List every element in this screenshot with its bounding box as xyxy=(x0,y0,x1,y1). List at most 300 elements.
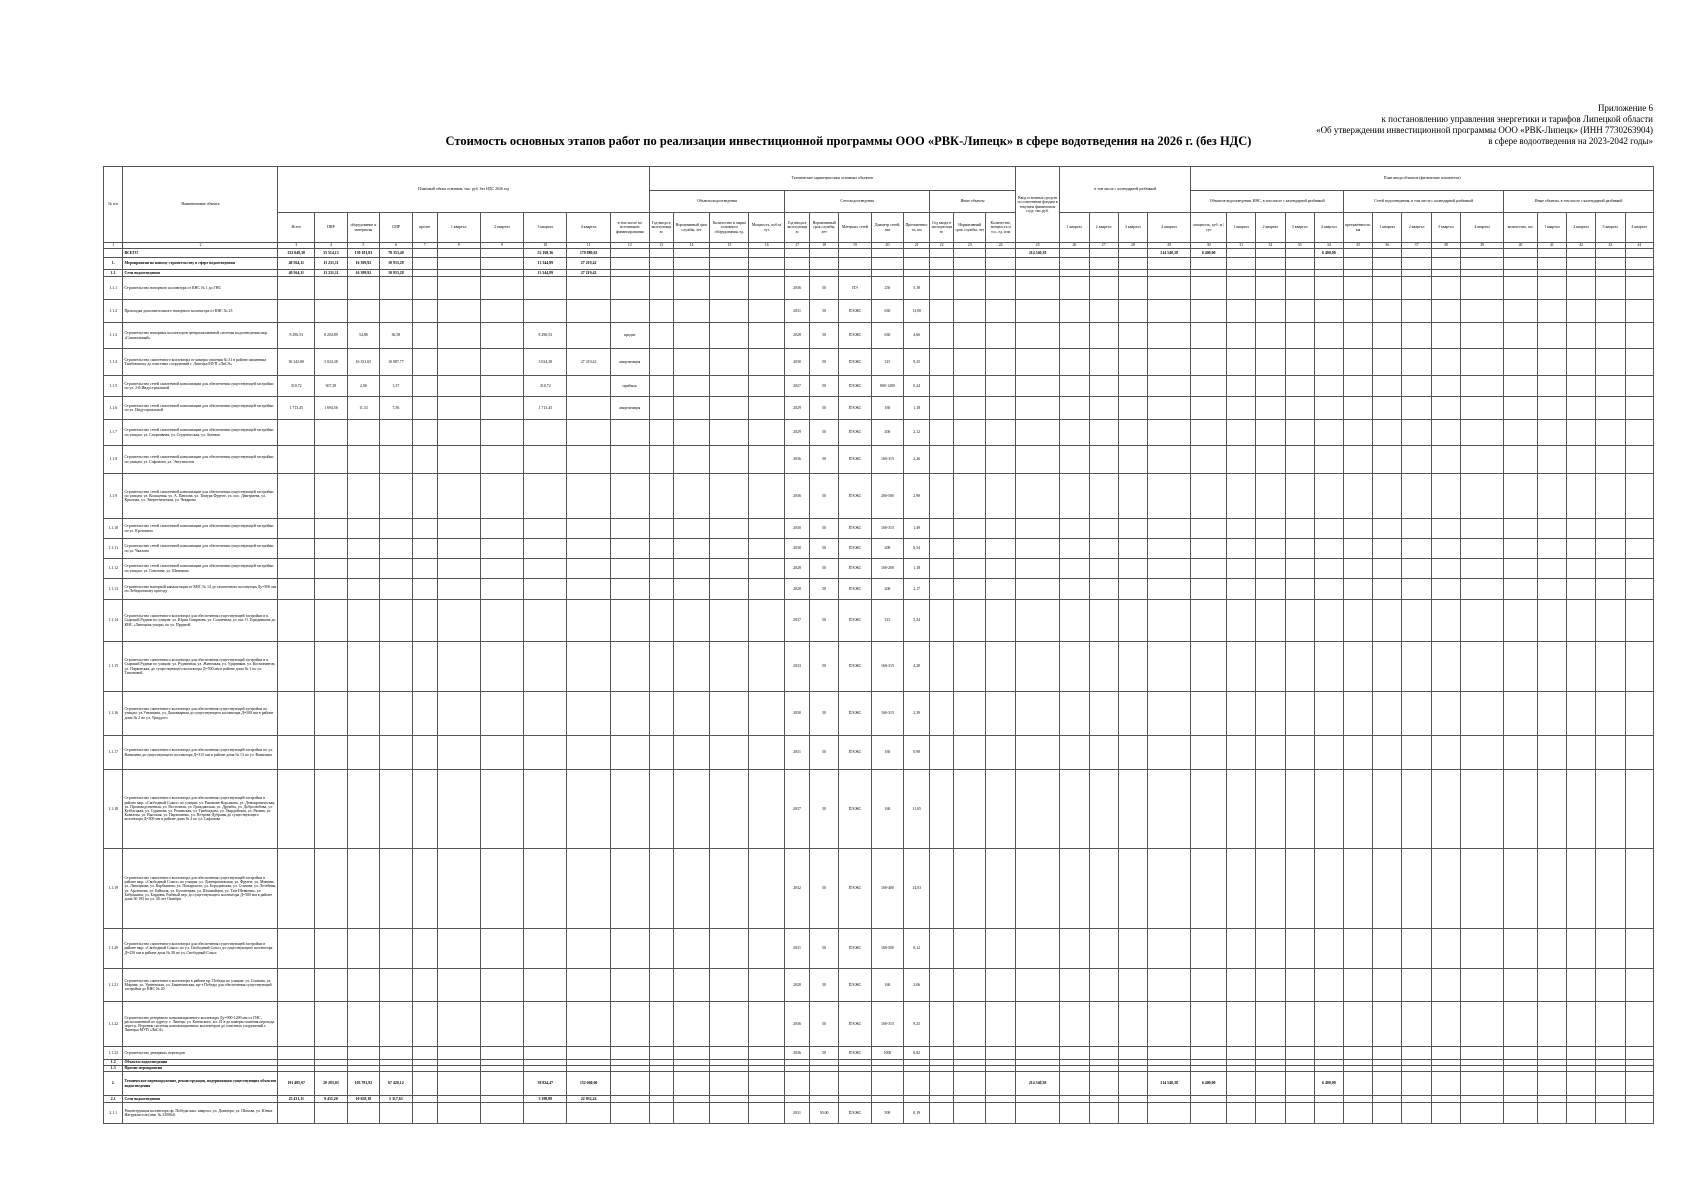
table-cell xyxy=(1060,1103,1089,1124)
table-cell xyxy=(1089,258,1118,270)
table-cell xyxy=(749,1047,785,1060)
table-cell: 2033 xyxy=(785,642,810,692)
table-cell xyxy=(1256,1096,1285,1103)
table-cell xyxy=(567,642,610,692)
table-cell xyxy=(480,736,523,770)
table-cell xyxy=(1431,849,1460,929)
column-number: 27 xyxy=(1089,243,1118,249)
table-cell xyxy=(1402,258,1431,270)
table-cell: ПЭ/ЖС xyxy=(839,519,871,539)
table-cell xyxy=(610,849,649,929)
table-cell xyxy=(1402,1096,1431,1103)
table-cell: 315 xyxy=(871,600,903,642)
table-cell xyxy=(1537,376,1566,397)
table-row xyxy=(104,270,1654,277)
table-cell xyxy=(871,249,903,258)
table-cell xyxy=(710,474,749,519)
header-water-objects: Объекты водоотведения xyxy=(649,191,784,213)
table-cell xyxy=(437,642,480,692)
table-cell xyxy=(1147,420,1190,446)
table-cell xyxy=(1504,1072,1538,1096)
table-cell xyxy=(673,446,710,474)
table-cell xyxy=(1118,446,1147,474)
table-cell xyxy=(1314,736,1343,770)
table-cell xyxy=(1256,277,1285,300)
table-cell xyxy=(1504,446,1538,474)
table-cell xyxy=(412,642,437,692)
table-cell: 160-315 xyxy=(871,1002,903,1047)
table-cell xyxy=(930,849,954,929)
table-cell xyxy=(480,559,523,579)
table-cell xyxy=(380,559,412,579)
table-cell xyxy=(930,579,954,600)
table-cell xyxy=(1596,420,1625,446)
table-cell xyxy=(524,1047,567,1060)
table-cell xyxy=(610,929,649,969)
header-net-material: Материал сетей xyxy=(839,213,871,243)
table-cell xyxy=(649,600,673,642)
table-cell xyxy=(1191,642,1227,692)
table-row xyxy=(104,249,1654,258)
table-row xyxy=(104,736,1654,770)
table-cell xyxy=(1060,692,1089,736)
table-cell xyxy=(1015,519,1059,539)
table-cell xyxy=(1343,849,1372,929)
table-cell: 54,88 xyxy=(347,323,379,349)
table-cell xyxy=(710,1096,749,1103)
table-cell xyxy=(1373,1002,1402,1047)
table-row xyxy=(104,692,1654,736)
table-cell xyxy=(1537,929,1566,969)
table-cell xyxy=(1015,1096,1059,1103)
table-cell xyxy=(954,323,986,349)
table-cell xyxy=(610,420,649,446)
table-cell xyxy=(1431,969,1460,1002)
table-cell xyxy=(1314,300,1343,323)
table-cell: 25 431,11 xyxy=(278,1096,315,1103)
table-cell xyxy=(1402,300,1431,323)
table-cell xyxy=(1147,736,1190,770)
table-cell xyxy=(1596,929,1625,969)
table-cell xyxy=(1567,1103,1596,1124)
table-cell xyxy=(610,642,649,692)
table-cell: 9 455,20 xyxy=(315,1096,347,1103)
table-cell: 50 xyxy=(810,736,839,770)
table-cell xyxy=(1343,579,1372,600)
table-cell xyxy=(710,642,749,692)
table-cell xyxy=(673,736,710,770)
table-cell: 2031 xyxy=(785,736,810,770)
table-cell xyxy=(412,349,437,376)
table-cell xyxy=(610,692,649,736)
table-cell xyxy=(986,323,1015,349)
table-cell xyxy=(1402,397,1431,420)
table-cell xyxy=(1147,1103,1190,1124)
table-cell xyxy=(1402,849,1431,929)
table-cell xyxy=(1227,376,1256,397)
table-cell xyxy=(315,1002,347,1047)
table-cell xyxy=(749,349,785,376)
table-cell xyxy=(1431,600,1460,642)
table-cell xyxy=(1625,642,1654,692)
table-cell xyxy=(567,692,610,736)
table-cell xyxy=(1460,420,1503,446)
table-cell xyxy=(1285,323,1314,349)
table-cell xyxy=(567,579,610,600)
table-cell: 152 660,60 xyxy=(567,1072,610,1096)
table-cell xyxy=(954,929,986,969)
column-number: 31 xyxy=(1227,243,1256,249)
column-number: 3 xyxy=(278,243,315,249)
header-ph-q4: 4 квартал xyxy=(1314,213,1343,243)
table-cell xyxy=(1118,474,1147,519)
table-cell xyxy=(1191,277,1227,300)
table-cell: 160 xyxy=(871,770,903,849)
table-cell: 1 713,45 xyxy=(278,397,315,420)
table-cell xyxy=(1191,519,1227,539)
table-cell xyxy=(1089,446,1118,474)
column-number: 11 xyxy=(567,243,610,249)
table-cell xyxy=(1191,1002,1227,1047)
table-cell xyxy=(1227,849,1256,929)
header-ph-q2: 2 квартал xyxy=(1256,213,1285,243)
table-cell xyxy=(1191,929,1227,969)
table-cell xyxy=(380,579,412,600)
column-number: 10 xyxy=(524,243,567,249)
table-cell: 160-315 xyxy=(871,642,903,692)
table-cell xyxy=(810,270,839,277)
table-cell xyxy=(1314,849,1343,929)
table-cell xyxy=(1314,474,1343,519)
table-cell xyxy=(986,1072,1015,1096)
table-cell xyxy=(278,600,315,642)
table-cell xyxy=(1373,349,1402,376)
table-cell xyxy=(1227,474,1256,519)
table-cell: 8 204,89 xyxy=(315,323,347,349)
table-cell xyxy=(986,300,1015,323)
table-cell xyxy=(749,300,785,323)
table-cell xyxy=(710,323,749,349)
table-cell xyxy=(437,579,480,600)
table-cell xyxy=(412,258,437,270)
table-cell xyxy=(710,770,749,849)
row-number: 1.1.1 xyxy=(104,277,123,300)
table-cell xyxy=(1256,600,1285,642)
table-cell xyxy=(1089,300,1118,323)
table-cell xyxy=(749,770,785,849)
table-cell: 4,28 xyxy=(904,642,930,692)
table-cell xyxy=(1227,579,1256,600)
table-cell: 2,17 xyxy=(904,579,930,600)
table-cell xyxy=(749,929,785,969)
table-cell xyxy=(1402,249,1431,258)
table-cell xyxy=(954,397,986,420)
table-cell xyxy=(1596,376,1625,397)
table-cell: 2,39 xyxy=(904,692,930,736)
table-cell xyxy=(1504,519,1538,539)
table-cell: 6 400,00 xyxy=(1191,1072,1227,1096)
table-cell: 2031 xyxy=(785,1103,810,1124)
table-cell xyxy=(1567,270,1596,277)
table-cell: 10 887,77 xyxy=(380,349,412,376)
table-cell xyxy=(1431,1002,1460,1047)
table-cell xyxy=(1596,559,1625,579)
table-cell xyxy=(1285,446,1314,474)
table-cell xyxy=(412,1047,437,1060)
table-cell: 200-500 xyxy=(871,474,903,519)
table-cell xyxy=(412,969,437,1002)
table-cell xyxy=(1015,1002,1059,1047)
table-cell xyxy=(749,969,785,1002)
table-cell xyxy=(749,323,785,349)
table-cell xyxy=(710,420,749,446)
table-cell xyxy=(1256,1072,1285,1096)
table-cell xyxy=(1285,929,1314,969)
table-cell xyxy=(673,349,710,376)
table-cell xyxy=(1343,1002,1372,1047)
table-cell xyxy=(1504,579,1538,600)
table-cell xyxy=(1373,376,1402,397)
table-cell: 67 420,12 xyxy=(380,1072,412,1096)
table-cell xyxy=(1118,376,1147,397)
table-cell xyxy=(649,736,673,770)
table-cell xyxy=(1343,559,1372,579)
table-cell xyxy=(567,600,610,642)
table-cell xyxy=(1060,277,1089,300)
table-cell xyxy=(1285,969,1314,1002)
table-cell xyxy=(1015,559,1059,579)
table-cell: 13 344,89 xyxy=(524,258,567,270)
table-cell xyxy=(1431,397,1460,420)
table-cell xyxy=(1147,270,1190,277)
header-ph-power: мощность, куб. м /сут xyxy=(1191,213,1227,243)
table-cell xyxy=(412,249,437,258)
table-cell xyxy=(649,642,673,692)
table-cell xyxy=(610,258,649,270)
table-cell xyxy=(1596,1072,1625,1096)
header-share: Ввод основных средств по освоенным фондам в текущем финансовом году, тыс.руб. xyxy=(1015,167,1059,243)
column-number: 6 xyxy=(380,243,412,249)
table-cell xyxy=(649,249,673,258)
table-cell: 33 514,15 xyxy=(315,249,347,258)
table-cell xyxy=(1089,559,1118,579)
table-cell xyxy=(986,1103,1015,1124)
table-cell: 2030 xyxy=(785,539,810,559)
table-cell xyxy=(930,270,954,277)
table-cell xyxy=(1431,258,1460,270)
table-cell: 200 xyxy=(871,539,903,559)
table-cell xyxy=(1373,1047,1402,1060)
table-cell xyxy=(1625,474,1654,519)
table-cell xyxy=(871,1072,903,1096)
row-number: 1.1.7 xyxy=(104,420,123,446)
table-cell xyxy=(1596,1002,1625,1047)
table-cell xyxy=(986,969,1015,1002)
table-row xyxy=(104,600,1654,642)
table-cell xyxy=(1015,929,1059,969)
table-cell xyxy=(954,600,986,642)
table-cell xyxy=(1567,300,1596,323)
table-row xyxy=(104,559,1654,579)
table-cell xyxy=(1015,277,1059,300)
table-cell xyxy=(1147,642,1190,692)
table-cell xyxy=(1147,349,1190,376)
table-cell: 11,05 xyxy=(904,770,930,849)
table-cell xyxy=(673,519,710,539)
table-cell xyxy=(380,519,412,539)
table-cell xyxy=(315,519,347,539)
table-cell xyxy=(524,600,567,642)
table-cell: ПЭ/ЖС xyxy=(839,559,871,579)
row-number: 1.1.16 xyxy=(104,692,123,736)
table-cell xyxy=(567,1047,610,1060)
table-cell xyxy=(1402,929,1431,969)
table-cell xyxy=(1343,249,1372,258)
table-row xyxy=(104,1002,1654,1047)
table-cell xyxy=(412,1103,437,1124)
table-cell xyxy=(1504,692,1538,736)
row-number: 2. xyxy=(104,1072,123,1096)
table-cell xyxy=(1060,519,1089,539)
table-cell xyxy=(1343,258,1372,270)
table-cell xyxy=(347,420,379,446)
table-cell xyxy=(1460,397,1503,420)
table-cell xyxy=(437,249,480,258)
table-cell xyxy=(1227,258,1256,270)
row-number: 1.1.18 xyxy=(104,770,123,849)
table-cell xyxy=(1118,579,1147,600)
table-cell xyxy=(954,579,986,600)
table-cell: 50 xyxy=(810,539,839,559)
table-cell xyxy=(749,397,785,420)
table-cell xyxy=(1285,258,1314,270)
table-cell xyxy=(749,1002,785,1047)
table-cell xyxy=(1373,642,1402,692)
table-row xyxy=(104,849,1654,929)
table-cell xyxy=(610,474,649,519)
row-name: Строительство сетей самотечной канализации для обеспечения существующей застройки по ул. Индустриальной xyxy=(123,397,278,420)
table-cell xyxy=(673,849,710,929)
table-cell xyxy=(1191,539,1227,559)
header-pn-q4: 4 квартал xyxy=(1460,213,1503,243)
table-cell xyxy=(749,277,785,300)
row-name: ВСЕГО xyxy=(123,249,278,258)
column-number: 20 xyxy=(871,243,903,249)
table-cell: 214 540,38 xyxy=(1147,1072,1190,1096)
table-cell xyxy=(1060,1002,1089,1047)
table-cell xyxy=(749,420,785,446)
table-cell xyxy=(1256,559,1285,579)
table-cell xyxy=(610,300,649,323)
table-cell xyxy=(1431,446,1460,474)
row-name: Строительство самотечного коллектора для обеспечения существующей застройки в районе мкр. «Свободный Сокол» по ул. Свободный Сокол до существующего коллектора Д=250 мм в районе дома № 38 по ул. Свободный Сокол xyxy=(123,929,278,969)
table-cell xyxy=(1431,420,1460,446)
table-cell xyxy=(1460,692,1503,736)
table-cell: 1 713,45 xyxy=(524,397,567,420)
table-cell xyxy=(347,600,379,642)
table-cell xyxy=(1537,600,1566,642)
column-number: 17 xyxy=(785,243,810,249)
table-cell: 11,33 xyxy=(347,397,379,420)
table-cell xyxy=(1147,559,1190,579)
table-cell xyxy=(1285,1103,1314,1124)
table-cell xyxy=(1460,1002,1503,1047)
column-number: 39 xyxy=(1460,243,1503,249)
table-cell xyxy=(1191,600,1227,642)
table-cell xyxy=(1256,849,1285,929)
table-cell xyxy=(412,929,437,969)
table-cell xyxy=(567,474,610,519)
table-cell xyxy=(1537,1103,1566,1124)
table-cell: кредит xyxy=(610,323,649,349)
row-number: 1.1.22 xyxy=(104,1002,123,1047)
table-cell xyxy=(1060,539,1089,559)
table-cell xyxy=(1567,1047,1596,1060)
table-cell xyxy=(1118,1047,1147,1060)
table-cell: 2028 xyxy=(785,579,810,600)
table-cell xyxy=(1537,1047,1566,1060)
table-cell xyxy=(930,559,954,579)
table-cell xyxy=(710,300,749,323)
table-cell xyxy=(930,1096,954,1103)
table-cell xyxy=(954,277,986,300)
table-cell xyxy=(1285,349,1314,376)
header-wo-life: Нормативный срок службы, лет xyxy=(673,213,710,243)
table-cell xyxy=(1537,692,1566,736)
table-cell xyxy=(1256,969,1285,1002)
table-cell xyxy=(347,539,379,559)
header-net-year: Год ввода в эксплуатацию xyxy=(785,213,810,243)
row-number: 1.1.13 xyxy=(104,579,123,600)
table-cell xyxy=(1256,376,1285,397)
table-cell xyxy=(673,1047,710,1060)
table-cell xyxy=(1118,258,1147,270)
table-cell xyxy=(567,519,610,539)
table-cell xyxy=(567,323,610,349)
table-cell xyxy=(1191,849,1227,929)
header-q2: 2 квартал xyxy=(480,213,523,243)
table-cell xyxy=(1343,692,1372,736)
header-q1: 1 квартал xyxy=(437,213,480,243)
table-cell xyxy=(1431,1103,1460,1124)
table-cell xyxy=(1567,446,1596,474)
table-cell xyxy=(412,849,437,929)
row-number: 1.1.15 xyxy=(104,642,123,692)
table-cell: ПЭ/ЖС xyxy=(839,446,871,474)
table-cell xyxy=(1504,600,1538,642)
table-cell: 50 xyxy=(810,600,839,642)
table-cell: 160-315 xyxy=(871,692,903,736)
table-cell xyxy=(649,969,673,1002)
table-cell xyxy=(480,258,523,270)
table-cell xyxy=(1625,300,1654,323)
table-cell: 2030 xyxy=(785,349,810,376)
table-cell xyxy=(1060,474,1089,519)
table-cell xyxy=(1373,692,1402,736)
table-cell xyxy=(710,277,749,300)
table-cell xyxy=(1015,474,1059,519)
table-cell xyxy=(524,446,567,474)
table-cell xyxy=(567,277,610,300)
table-cell: 2036 xyxy=(785,277,810,300)
table-cell xyxy=(1060,1072,1089,1096)
table-cell xyxy=(1147,539,1190,559)
header-phys-plan: План ввода объектов (физические показатели) xyxy=(1191,167,1654,191)
table-cell xyxy=(1089,270,1118,277)
header-num: № п/п xyxy=(104,167,123,243)
table-cell: амортизация xyxy=(610,397,649,420)
table-cell xyxy=(1460,277,1503,300)
